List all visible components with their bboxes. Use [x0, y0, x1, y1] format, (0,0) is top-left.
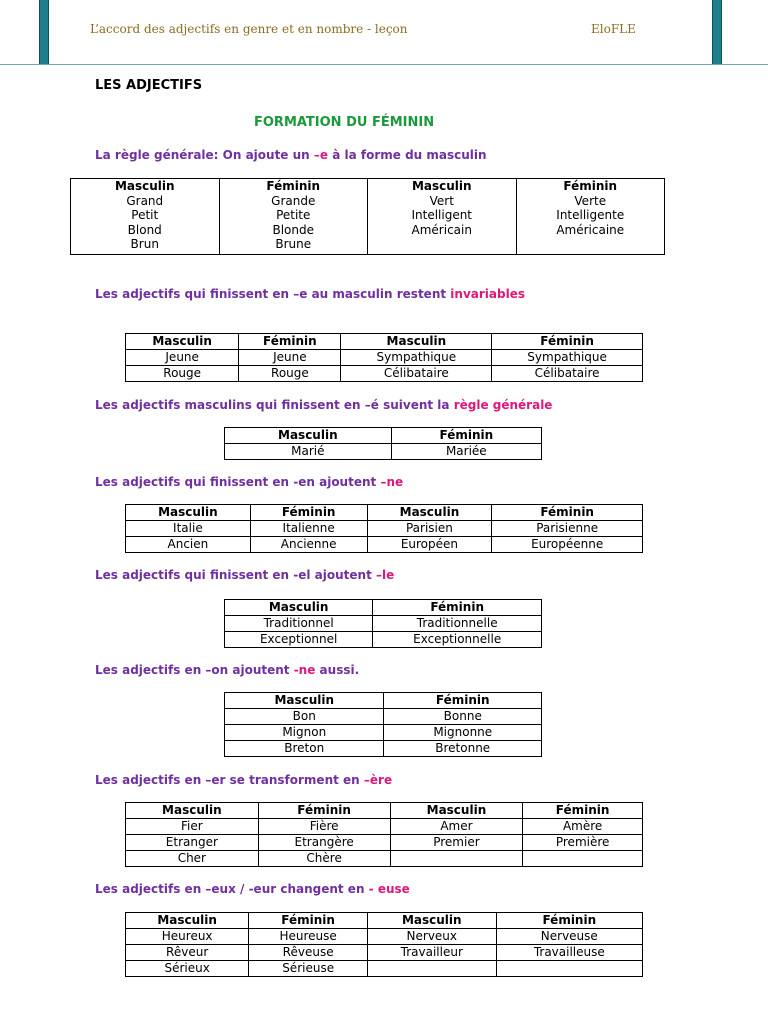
table-el — [224, 599, 542, 648]
cell: Petit — [131, 208, 159, 222]
cell: Etranger — [126, 835, 259, 851]
cell: Etrangère — [258, 835, 390, 851]
rule-text-pre: Les adjectifs masculins qui finissent en –é suivent la — [95, 398, 454, 412]
column-header: Féminin — [250, 505, 367, 521]
column-header: Masculin — [367, 505, 492, 521]
right-margin-bar — [712, 0, 722, 64]
cell: Brun — [130, 237, 159, 251]
column-header: Masculin — [225, 693, 384, 709]
rule-text-post: aussi. — [315, 663, 360, 677]
cell: Blonde — [272, 222, 314, 237]
rule-text-pre: Les adjectifs en –on ajoutent — [95, 663, 294, 677]
table-row — [225, 632, 542, 648]
left-margin-bar — [39, 0, 49, 64]
rule-on — [95, 663, 359, 677]
cell: Européen — [367, 537, 492, 553]
table-er — [125, 802, 643, 867]
column-header: Masculin — [126, 505, 251, 521]
cell: Sympathique — [492, 350, 643, 366]
cell: Vert — [429, 193, 454, 208]
rule-text-highlight: –e — [313, 148, 329, 162]
cell: Célibataire — [492, 366, 643, 382]
cell — [390, 851, 523, 867]
cell: Heureuse — [249, 929, 368, 945]
table-on — [224, 692, 542, 757]
cell: Jeune — [126, 350, 239, 366]
rule-text-highlight: - euse — [368, 882, 410, 896]
column-header: Féminin — [492, 334, 643, 350]
cell: Rêveuse — [249, 945, 368, 961]
column-header: Féminin — [523, 803, 643, 819]
column-header: Masculin — [390, 803, 523, 819]
table-row — [225, 709, 542, 725]
rule-text-highlight: -ne — [293, 663, 316, 677]
table-e-accent — [224, 427, 542, 460]
section-title: FORMATION DU FÉMININ — [254, 115, 435, 130]
cell: Sérieuse — [249, 961, 368, 977]
table-row — [126, 521, 643, 537]
cell: Rouge — [239, 366, 341, 382]
cell: Amer — [390, 819, 523, 835]
cell: Fière — [258, 819, 390, 835]
cell: Chère — [258, 851, 390, 867]
cell: Marié — [225, 444, 392, 460]
rule-text-pre: Les adjectifs qui finissent en -el ajoutent — [95, 568, 377, 582]
cell — [367, 961, 496, 977]
cell: Intelligente — [556, 208, 625, 222]
cell: Célibataire — [341, 366, 492, 382]
header-title: L’accord des adjectifs en genre et en nombre - leçon — [90, 22, 408, 36]
rule-el — [95, 568, 394, 582]
column-header: Masculin — [126, 334, 239, 350]
column-header: Masculin — [225, 600, 373, 616]
rule-invariable — [95, 287, 525, 301]
column-header: Féminin — [249, 913, 368, 929]
cell: Petite — [276, 208, 311, 222]
rule-text-pre: Les adjectifs en –eux / -eur changent en — [95, 882, 369, 896]
table-column — [516, 179, 665, 255]
table-row — [126, 945, 643, 961]
rule-text-highlight: règle générale — [453, 398, 553, 412]
cell: Traditionnel — [225, 616, 373, 632]
cell: Brune — [275, 237, 312, 251]
cell: Heureux — [126, 929, 249, 945]
cell: Grande — [271, 193, 316, 208]
column-header: Masculin — [367, 913, 496, 929]
table-row — [126, 366, 643, 382]
cell: Sérieux — [126, 961, 249, 977]
column-header: Féminin — [384, 693, 542, 709]
cell: Fier — [126, 819, 259, 835]
table-row — [126, 819, 643, 835]
table-column — [368, 179, 517, 255]
cell: Sympathique — [341, 350, 492, 366]
header-rule — [0, 64, 768, 65]
table-row — [126, 537, 643, 553]
cell: Grand — [126, 193, 164, 208]
cell — [523, 851, 643, 867]
cell: Italie — [126, 521, 251, 537]
column-header: Féminin — [258, 803, 390, 819]
cell: Nerveux — [367, 929, 496, 945]
rule-eux-eur — [95, 882, 410, 896]
table-row — [225, 725, 542, 741]
cell: Bonne — [384, 709, 542, 725]
rule-text-pre: Les adjectifs qui finissent en -en ajoutent — [95, 475, 381, 489]
table-row — [126, 350, 643, 366]
table-column — [219, 179, 368, 255]
column-header: Féminin — [496, 913, 642, 929]
cell: Exceptionnel — [225, 632, 373, 648]
table-row — [126, 929, 643, 945]
column-header: Féminin — [391, 428, 541, 444]
cell: Ancien — [126, 537, 251, 553]
column-header: Masculin — [126, 913, 249, 929]
rule-text-highlight: invariables — [450, 287, 525, 301]
column-header: Masculin — [225, 428, 392, 444]
rule-general — [95, 148, 487, 162]
cell: Première — [523, 835, 643, 851]
rule-e-accent — [95, 398, 552, 412]
cell: Parisien — [367, 521, 492, 537]
table-row — [126, 851, 643, 867]
cell: Bon — [225, 709, 384, 725]
cell: Rouge — [126, 366, 239, 382]
cell: Premier — [390, 835, 523, 851]
cell: Européenne — [492, 537, 643, 553]
rule-text-pre: Les adjectifs qui finissent en –e au masculin restent — [95, 287, 451, 301]
table-invariable — [125, 333, 643, 382]
table-en — [125, 504, 643, 553]
cell: Exceptionnelle — [373, 632, 542, 648]
column-header: Féminin — [239, 334, 341, 350]
column-header: Féminin — [563, 179, 618, 193]
rule-er — [95, 773, 392, 787]
cell: Rêveur — [126, 945, 249, 961]
rule-text-post: à la forme du masculin — [328, 148, 487, 162]
cell: Verte — [574, 193, 607, 208]
column-header: Masculin — [341, 334, 492, 350]
cell: Jeune — [239, 350, 341, 366]
cell: Cher — [126, 851, 259, 867]
cell: Parisienne — [492, 521, 643, 537]
cell: Mariée — [391, 444, 541, 460]
cell: Américaine — [556, 222, 625, 237]
column-header: Masculin — [126, 803, 259, 819]
cell: Italienne — [250, 521, 367, 537]
column-header: Masculin — [411, 179, 472, 193]
table-eux-eur — [125, 912, 643, 977]
rule-text-pre: La règle générale: On ajoute un — [95, 148, 314, 162]
cell: Mignonne — [384, 725, 542, 741]
cell: Travailleuse — [496, 945, 642, 961]
cell — [496, 961, 642, 977]
table-row — [225, 444, 542, 460]
cell: Ancienne — [250, 537, 367, 553]
cell: Traditionnelle — [373, 616, 542, 632]
cell: Travailleur — [367, 945, 496, 961]
cell: Bretonne — [384, 741, 542, 757]
cell: Breton — [225, 741, 384, 757]
table-row — [225, 616, 542, 632]
column-header: Masculin — [114, 179, 175, 193]
rule-text-highlight: –ne — [380, 475, 404, 489]
doc-title: LES ADJECTIFS — [95, 78, 203, 93]
cell: Amère — [523, 819, 643, 835]
column-header: Féminin — [266, 179, 321, 193]
table-column — [71, 179, 220, 255]
rule-text-highlight: –ère — [363, 773, 393, 787]
rule-text-highlight: –le — [376, 568, 395, 582]
column-header: Féminin — [373, 600, 542, 616]
cell: Américain — [411, 222, 472, 237]
table-general-rule — [70, 178, 665, 255]
rule-text-pre: Les adjectifs en –er se transforment en — [95, 773, 364, 787]
header-brand: EloFLE — [591, 22, 636, 36]
table-row — [126, 961, 643, 977]
column-header: Féminin — [492, 505, 643, 521]
table-row — [225, 741, 542, 757]
cell: Nerveuse — [496, 929, 642, 945]
rule-en — [95, 475, 403, 489]
cell: Intelligent — [411, 208, 473, 222]
cell: Mignon — [225, 725, 384, 741]
cell: Blond — [127, 222, 162, 237]
table-row — [126, 835, 643, 851]
